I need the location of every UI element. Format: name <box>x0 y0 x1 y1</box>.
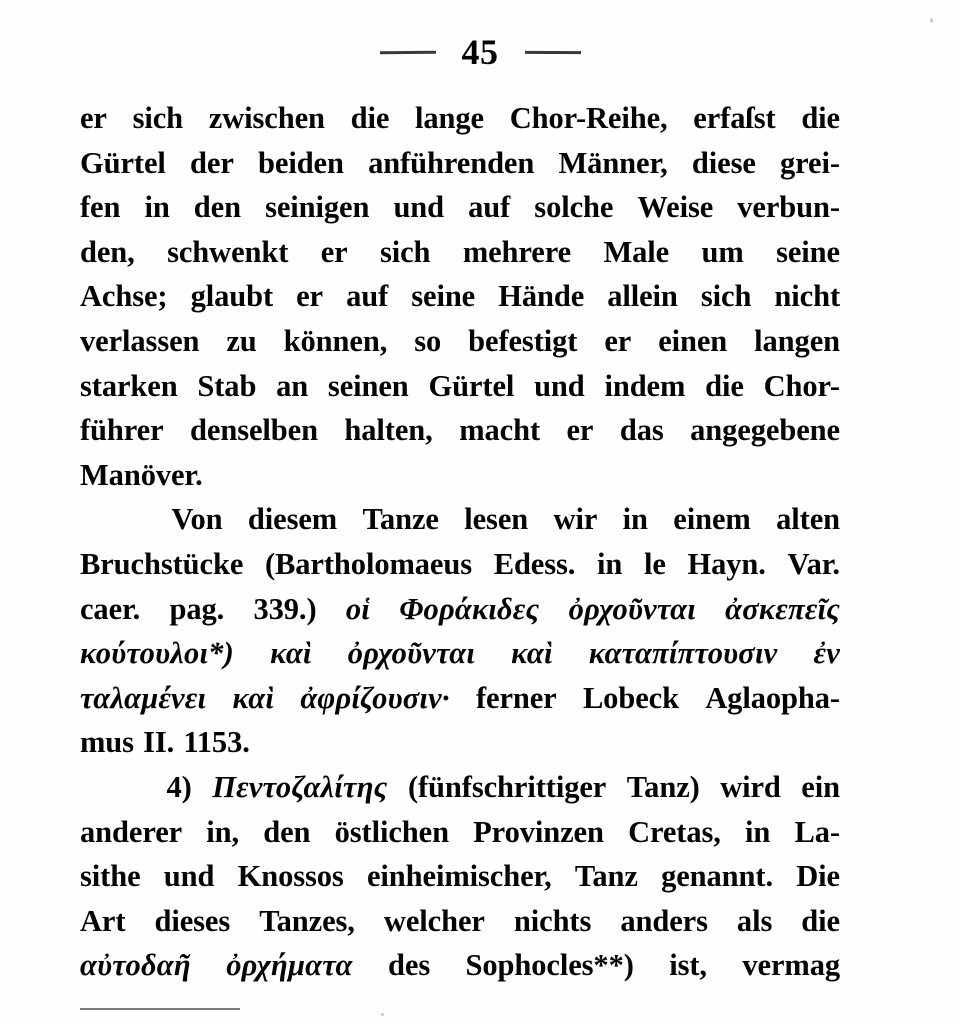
word: er <box>80 101 107 135</box>
word: ὀρχήματα <box>226 948 353 983</box>
text-line <box>80 408 840 453</box>
word: den <box>193 190 241 225</box>
word: Von <box>171 502 223 537</box>
word: können, <box>283 323 388 358</box>
word: starken <box>80 368 178 403</box>
word: erfaſst <box>693 101 776 135</box>
word: verbun- <box>737 190 840 225</box>
word: anders <box>620 903 708 938</box>
word: er <box>566 413 594 448</box>
word: diese <box>691 145 756 180</box>
word: alten <box>776 502 840 537</box>
word: Gürtel <box>80 145 166 180</box>
word: anführenden <box>368 145 535 180</box>
word: um <box>701 234 744 269</box>
word: ἐν <box>813 636 840 671</box>
word: einem <box>673 502 751 537</box>
head-rule-right-icon <box>525 50 581 53</box>
word: in, <box>206 814 240 849</box>
word: le <box>643 546 666 581</box>
scan-speck <box>930 18 933 23</box>
text-line <box>80 587 840 632</box>
word: indem <box>604 368 686 403</box>
word: 4) <box>166 769 192 804</box>
word: Knossos <box>237 859 344 894</box>
word: 1153. <box>183 725 250 760</box>
word: glaubt <box>190 279 274 314</box>
paragraph <box>80 497 840 765</box>
text-line <box>80 810 840 855</box>
word: Cretas, <box>628 814 721 849</box>
word: caer. <box>80 591 141 626</box>
word: nichts <box>513 903 592 938</box>
word: so <box>414 323 442 358</box>
word: καὶ <box>232 680 275 715</box>
word: sithe <box>80 859 141 894</box>
word: Art <box>80 903 126 938</box>
word: genannt. <box>661 859 773 894</box>
word: halten, <box>344 413 433 448</box>
word: in <box>597 546 623 581</box>
text-line <box>80 943 840 988</box>
word: Tanze <box>362 502 439 537</box>
head-rule-left-icon <box>380 50 436 53</box>
word: in <box>745 814 771 849</box>
text-line <box>80 631 840 676</box>
word: mus <box>80 725 134 760</box>
word: er <box>604 323 632 358</box>
footnote-rule <box>80 1008 240 1010</box>
word: Achse; <box>80 279 168 314</box>
text-line <box>80 453 840 498</box>
word: lange <box>415 101 484 135</box>
word: die <box>801 101 840 135</box>
word: des <box>388 948 431 983</box>
word: verlassen <box>80 323 200 358</box>
text-line <box>80 854 840 899</box>
word: denselben <box>190 413 318 448</box>
word: dieses <box>154 903 231 938</box>
word: in <box>622 502 648 537</box>
text-line <box>80 765 840 810</box>
word: Gürtel <box>428 368 515 403</box>
word: ferner <box>475 680 557 715</box>
word: καὶ <box>511 636 553 671</box>
word: allein <box>607 279 678 314</box>
word: auf <box>346 279 389 314</box>
word: die <box>350 101 390 135</box>
word: Stab <box>197 368 257 403</box>
word: οἱ <box>345 591 370 626</box>
word: Male <box>603 234 670 269</box>
word: lesen <box>464 502 529 537</box>
word: καὶ <box>270 636 312 671</box>
word: seine <box>411 279 476 314</box>
word: macht <box>459 413 541 448</box>
word: vermag <box>742 948 840 983</box>
word: zu <box>226 323 257 358</box>
page-number: 45 <box>461 32 499 72</box>
word: Chor- <box>763 368 840 403</box>
word: Sophocles**) <box>465 948 634 983</box>
word: ist, <box>669 948 707 983</box>
word: Männer, <box>558 145 668 180</box>
text-line <box>80 185 840 230</box>
word: Manöver. <box>80 457 203 492</box>
paragraph <box>80 96 840 497</box>
word: seinigen <box>265 190 370 225</box>
word: er <box>296 279 323 314</box>
text-line <box>80 720 840 765</box>
word: das <box>619 413 664 448</box>
text-line <box>80 230 840 275</box>
word: und <box>534 368 585 403</box>
word: und <box>163 859 215 894</box>
word: αὐτοδαῆ <box>80 948 191 983</box>
word: er <box>320 234 348 269</box>
word: die <box>705 368 744 403</box>
word: den, <box>80 234 135 269</box>
word: Die <box>796 859 840 894</box>
text-line <box>80 364 840 409</box>
text-line <box>80 497 840 542</box>
word: Bruchstücke <box>80 546 244 581</box>
word: ταλαμένει <box>80 680 207 715</box>
scan-speck <box>381 1013 384 1016</box>
word: sich <box>379 234 431 269</box>
word: ὀρχοῦνται <box>347 636 475 671</box>
running-head <box>0 30 960 74</box>
word: grei- <box>780 145 840 180</box>
text-line <box>80 96 840 141</box>
word: diesem <box>247 502 338 537</box>
word: langen <box>754 323 840 358</box>
word: sich <box>700 279 752 314</box>
word: wir <box>553 502 598 537</box>
word: die <box>801 903 840 938</box>
word: anderer <box>80 814 183 849</box>
text-line <box>80 899 840 944</box>
word: ἀσκεπεῖς <box>725 591 840 626</box>
word: pag. <box>169 591 225 626</box>
word: auf <box>468 190 511 225</box>
word: Hayn. <box>687 546 766 581</box>
word: Weise <box>637 190 714 225</box>
word: seinen <box>327 368 409 403</box>
word: einheimischer, <box>366 859 552 894</box>
word: Tanz <box>574 859 638 894</box>
word: (fünfschrittiger <box>407 769 607 804</box>
word: welcher <box>383 903 485 938</box>
word: Tanzes, <box>259 903 355 938</box>
word: wird <box>720 769 781 804</box>
word: fen <box>80 190 121 225</box>
word: Πεντοζαλίτης <box>212 769 388 804</box>
word: Chor-Reihe, <box>509 101 668 135</box>
text-line <box>80 274 840 319</box>
text-line <box>80 141 840 186</box>
word: Hände <box>498 279 585 314</box>
word: angegebene <box>690 413 840 448</box>
word: ein <box>801 769 840 804</box>
word: ὀρχοῦνται <box>568 591 696 626</box>
word: schwenkt <box>167 234 289 269</box>
word: mehrere <box>462 234 572 269</box>
word: den <box>263 814 311 849</box>
word: Lobeck <box>582 680 679 715</box>
word: II. <box>143 725 175 760</box>
word: (Bartholomaeus <box>264 546 472 581</box>
word: führer <box>80 413 164 448</box>
word: La- <box>794 814 840 849</box>
word: Edess. <box>493 546 576 581</box>
word: 339.) <box>253 591 317 626</box>
word: Φοράκιδες <box>399 591 540 626</box>
word: und <box>393 190 445 225</box>
word: beiden <box>258 145 344 180</box>
word: seine <box>776 234 840 269</box>
word: κούτουλοι*) <box>80 636 234 671</box>
word: ἀφρίζουσιν· <box>300 680 450 715</box>
word: befestigt <box>468 323 578 358</box>
word: Aglaopha- <box>705 680 840 715</box>
text-line <box>80 319 840 364</box>
word: östlichen <box>334 814 449 849</box>
word: sich <box>132 101 184 135</box>
text-line <box>80 676 840 721</box>
text-line <box>80 542 840 587</box>
word: in <box>144 190 170 225</box>
word: an <box>276 368 309 403</box>
word: der <box>190 145 234 180</box>
body-text <box>80 96 840 988</box>
word: einen <box>658 323 728 358</box>
paragraph <box>80 765 840 988</box>
word: nicht <box>774 279 840 314</box>
word: Provinzen <box>473 814 604 849</box>
word: solche <box>534 190 614 225</box>
word: Var. <box>787 546 840 581</box>
word: καταπίπτουσιν <box>588 636 778 671</box>
word: Tanz) <box>626 769 700 804</box>
word: zwischen <box>208 101 325 135</box>
word: als <box>736 903 773 938</box>
